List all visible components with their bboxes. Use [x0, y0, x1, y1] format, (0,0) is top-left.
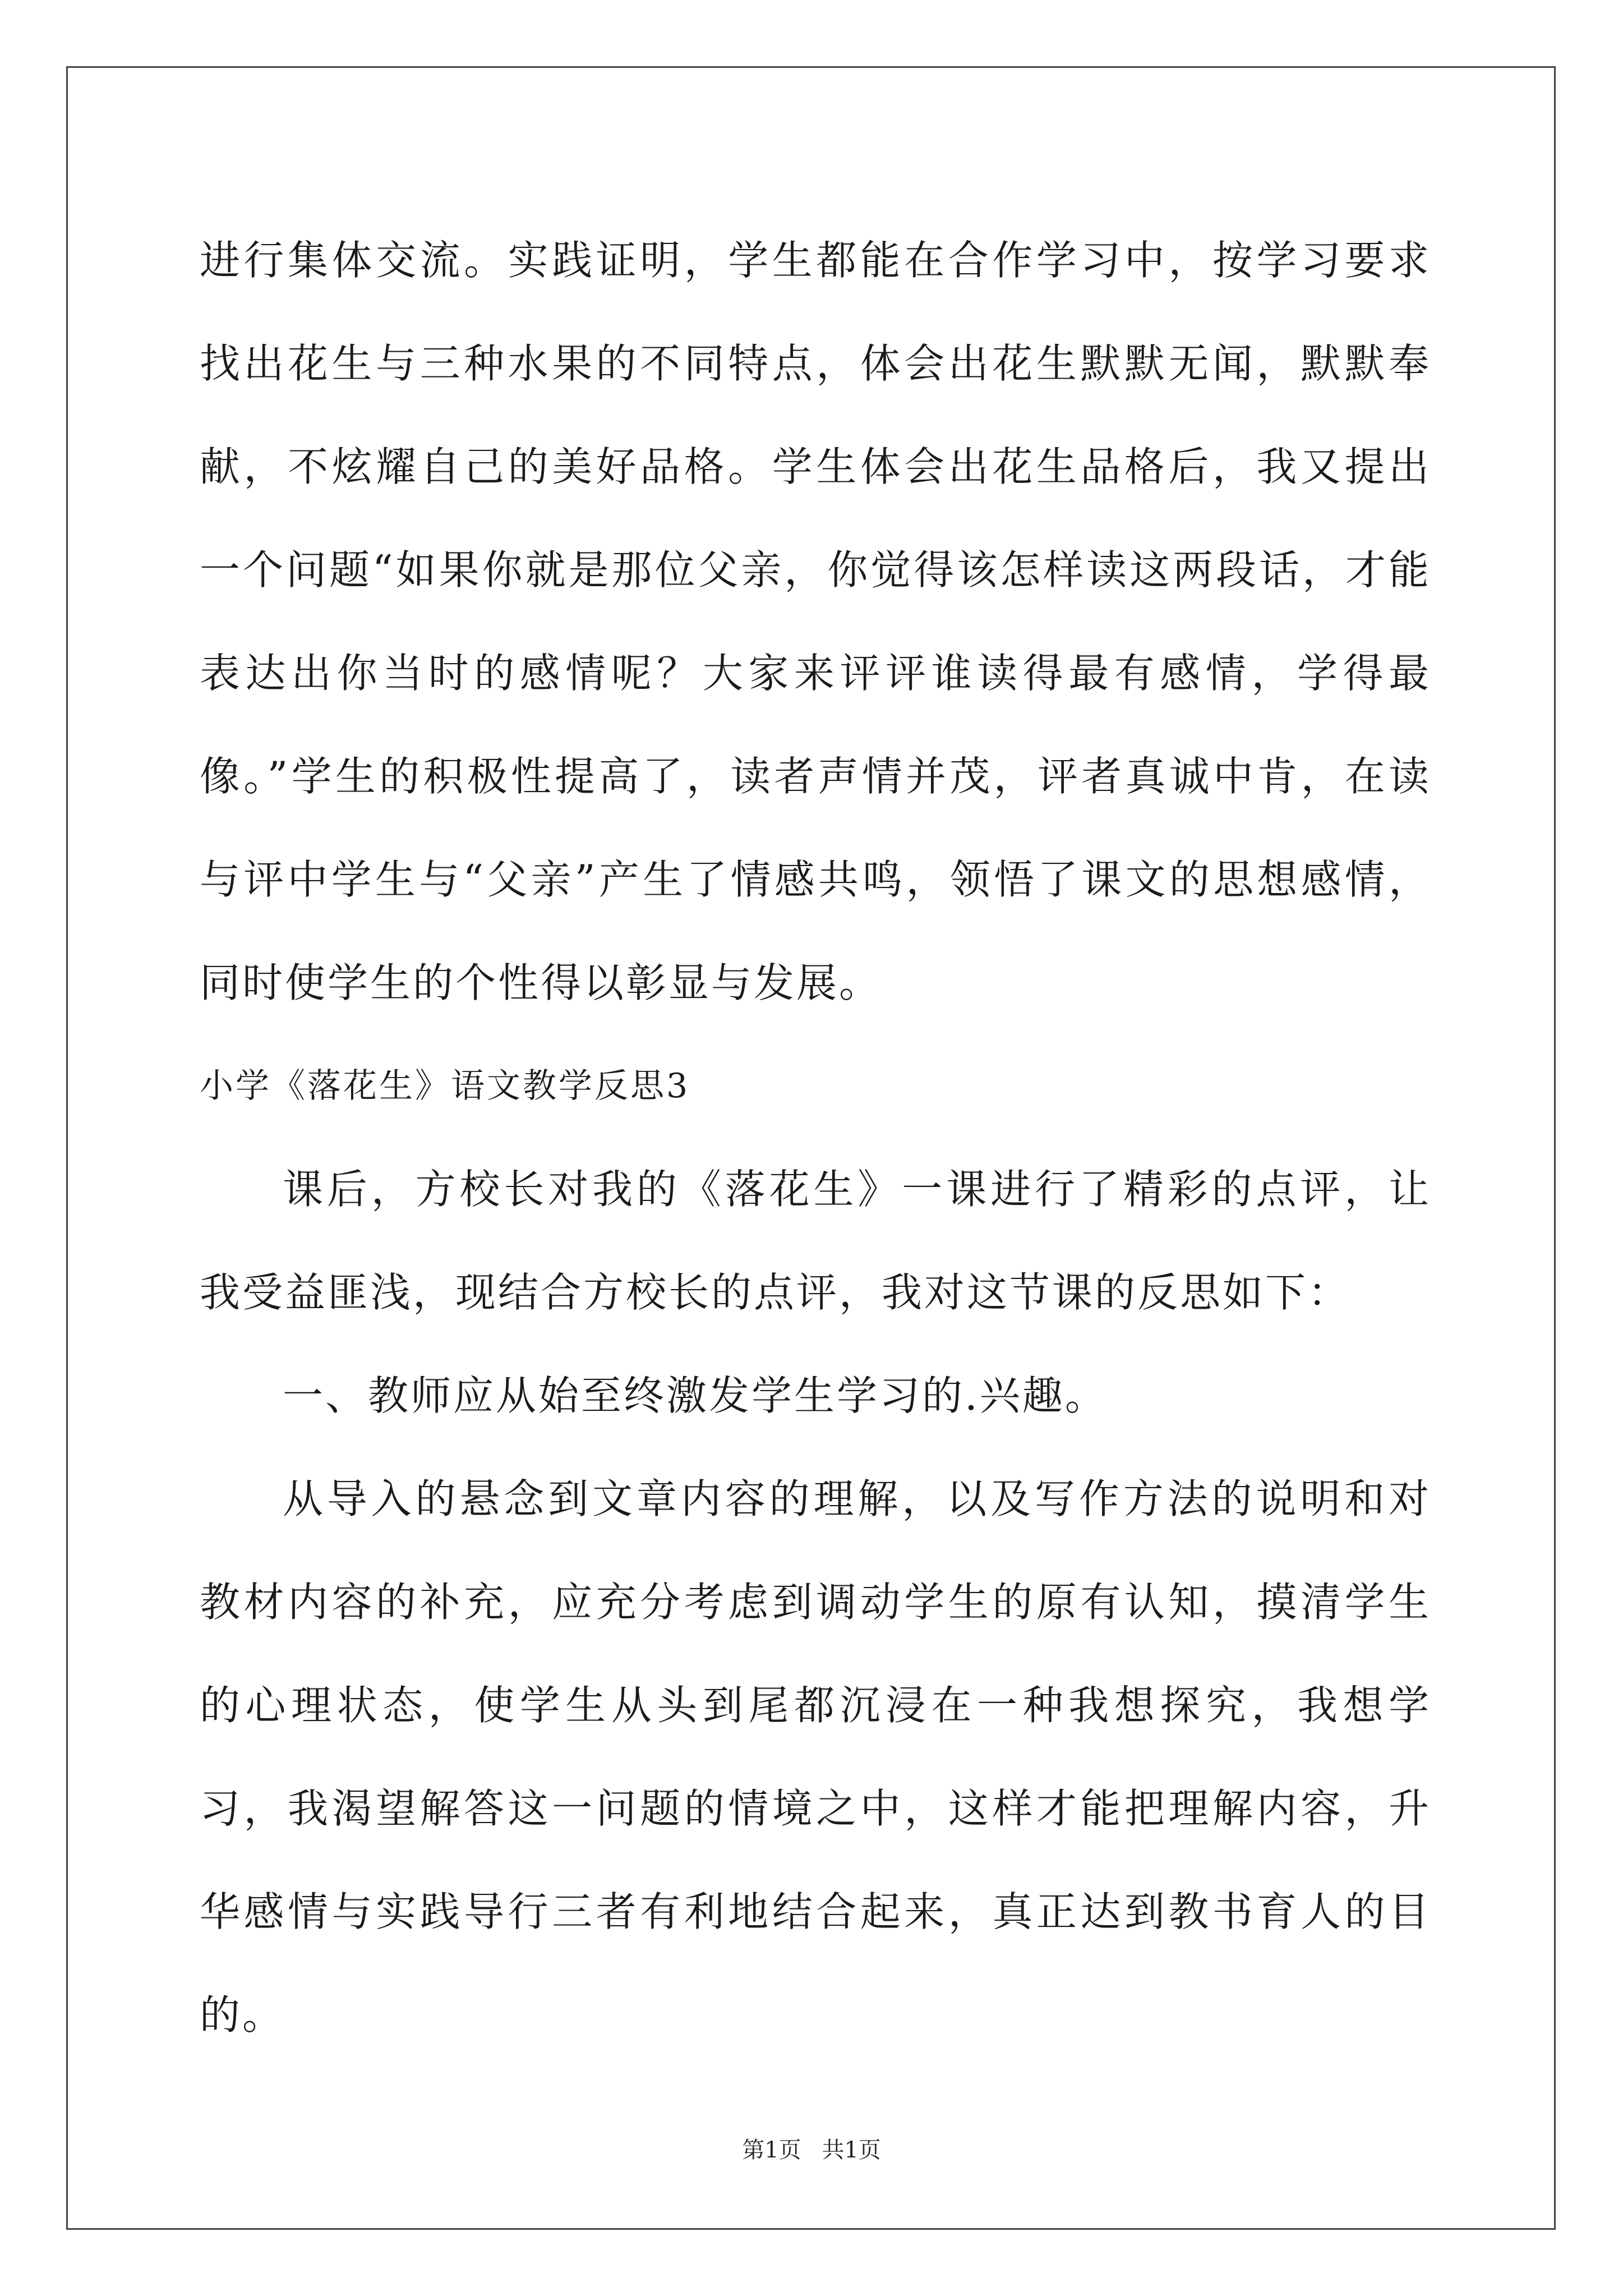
- paragraph-explanation: 从导入的悬念到文章内容的理解，以及写作方法的说明和对教材内容的补充，应充分考虑到调动学生的原有认知，摸清学生的心理状态，使学生从头到尾都沉浸在一种我想探究，我想学习，我渴望解答这一问题的情境之中，这样才能把理解内容，升华感情与实践导行三者有利地结合起来，真正达到教书育人的目的。: [200, 1475, 1431, 2039]
- page-number: 第1页: [742, 2137, 801, 2163]
- page-total: 共1页: [822, 2137, 881, 2163]
- paragraph-intro: 课后，方校长对我的《落花生》一课进行了精彩的点评，让我受益匪浅，现结合方校长的点评，我对这节课的反思如下：: [200, 1166, 1431, 1316]
- section-heading: 小学《落花生》语文教学反思3: [200, 1066, 690, 1106]
- page-footer: [0, 2136, 1623, 2164]
- paragraph-point-one: 一、教师应从始至终激发学生学习的.兴趣。: [283, 1372, 1108, 1419]
- document-body: [200, 209, 1431, 2067]
- paragraph-continued: 进行集体交流。实践证明，学生都能在合作学习中，按学习要求找出花生与三种水果的不同特点，体会出花生默默无闻，默默奉献，不炫耀自己的美好品格。学生体会出花生品格后，我又提出一个问题“如果你就是那位父亲，你觉得该怎样读这两段话，才能表达出你当时的感情呢？大家来评评谁读得最有感情，学得最像。”学生的积极性提高了，读者声情并茂，评者真诚中肯，在读与评中学生与“父亲”产生了情感共鸣，领悟了课文的思想感情，同时使学生的个性得以彰显与发展。: [200, 237, 1431, 1006]
